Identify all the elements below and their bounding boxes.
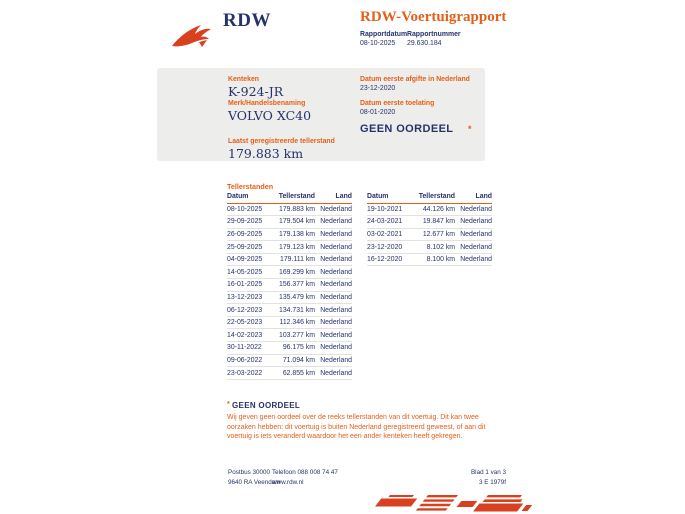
table-row [367,228,492,241]
footnote-heading-text: GEEN OORDEEL [232,401,301,410]
report-date-value: 08-10-2025 [360,40,396,47]
table-cell: 03-02-2021 [367,228,417,241]
table-header-row [227,191,352,203]
table-cell: Nederland [455,203,492,216]
table-cell: Nederland [315,291,352,304]
table-cell: 16-01-2025 [227,279,277,292]
table-header-row [367,191,492,203]
table-cell: 09-06-2022 [227,354,277,367]
table-cell: 29-09-2025 [227,216,277,229]
table-row [227,316,352,329]
table-cell: 62.855 km [277,367,315,380]
table-cell: 134.731 km [277,304,315,317]
table-row [227,304,352,317]
table-row [227,342,352,355]
rdw-logo-text: RDW [223,10,271,31]
footer-page-number: Blad 1 van 3 [470,469,506,476]
table-cell: 135.479 km [277,291,315,304]
table-cell: Nederland [315,342,352,355]
table-cell: 179.504 km [277,216,315,229]
tellerstand-value: 179.883 km [228,146,304,161]
table-cell: 23-03-2022 [227,367,277,380]
table-row [367,203,492,216]
table-cell: Nederland [315,241,352,254]
col-header-datum: Datum [227,191,277,203]
rdw-wing-logo-icon [171,21,217,54]
table-cell: 179.138 km [277,228,315,241]
table-cell: 44.126 km [417,203,455,216]
table-cell: 16-12-2020 [367,253,417,266]
table-row [227,367,352,380]
table-cell: 26-09-2025 [227,228,277,241]
table-row [367,216,492,229]
table-row [367,253,492,266]
toelating-value: 08-01-2020 [360,109,396,116]
table-cell: 24-03-2021 [367,216,417,229]
table-row [227,266,352,279]
footer-form-code: 3 E 1979f [479,479,506,486]
report-number-label: Rapportnummer [407,31,461,38]
odometer-table-left [227,191,352,380]
col-header-land: Land [315,191,352,203]
tellerstanden-title: Tellerstanden [227,182,274,191]
table-cell: 25-09-2025 [227,241,277,254]
col-header-tellerstand: Tellerstand [277,191,315,203]
table-cell: 12.677 km [417,228,455,241]
afgifte-label: Datum eerste afgifte in Nederland [360,76,470,83]
speed-stripes-graphic-icon [371,495,543,514]
table-cell: Nederland [315,329,352,342]
report-number-value: 29.630.184 [407,40,442,47]
table-row [227,228,352,241]
table-cell: Nederland [455,241,492,254]
kenteken-label: Kenteken [228,76,260,83]
col-header-land: Land [455,191,492,203]
table-cell: Nederland [315,354,352,367]
report-date-label: Rapportdatum [360,31,408,38]
table-cell: 14-05-2025 [227,266,277,279]
table-cell: 19-10-2021 [367,203,417,216]
table-cell: Nederland [455,216,492,229]
footer-contact [272,468,338,488]
table-row [227,253,352,266]
merk-label: Merk/Handelsbenaming [228,100,306,107]
table-cell: 06-12-2023 [227,304,277,317]
footer-pagination [428,468,506,488]
table-cell: 08-10-2025 [227,203,277,216]
table-cell: 8.102 km [417,241,455,254]
table-cell: 19.847 km [417,216,455,229]
afgifte-value: 23-12-2020 [360,85,396,92]
table-cell: 179.883 km [277,203,315,216]
footer-city: 9640 RA Veendam [228,479,281,486]
table-cell: Nederland [315,203,352,216]
table-cell: 14-02-2023 [227,329,277,342]
table-cell: 23-12-2020 [367,241,417,254]
table-cell: 156.377 km [277,279,315,292]
table-cell: Nederland [315,367,352,380]
footnote-body: Wij geven geen oordeel over de reeks tellerstanden van dit voertuig. Dit kan twee oorzaken hebben: dit voertuig is buiten Nederland geregistreerd geweest, of aan dit voertuig is iets veranderd waardoor het een ander kenteken heeft gekregen. [227,414,486,441]
table-cell: 179.111 km [277,253,315,266]
footnote-heading [227,401,300,410]
tellerstand-label: Laatst geregistreerde tellerstand [228,138,335,145]
table-cell: 04-09-2025 [227,253,277,266]
toelating-label: Datum eerste toelating [360,100,435,107]
table-cell: 71.094 km [277,354,315,367]
odometer-table-right [367,191,492,266]
footer-website: www.rdw.nl [272,479,304,486]
table-row [227,291,352,304]
footnote-asterisk: * [227,401,231,408]
table-row [227,279,352,292]
table-row [227,241,352,254]
table-row [227,354,352,367]
col-header-tellerstand: Tellerstand [417,191,455,203]
table-cell: 179.123 km [277,241,315,254]
footer-postbus: Postbus 30000 [228,469,271,476]
table-cell: 30-11-2022 [227,342,277,355]
table-cell: Nederland [315,279,352,292]
table-row [367,241,492,254]
table-cell: Nederland [315,266,352,279]
table-cell: 103.277 km [277,329,315,342]
oordeel-asterisk: * [468,124,472,134]
table-cell: Nederland [315,228,352,241]
table-row [227,203,352,216]
table-row [227,216,352,229]
table-cell: 112.346 km [277,316,315,329]
table-cell: 169.299 km [277,266,315,279]
table-cell: 8.100 km [417,253,455,266]
table-cell: 13-12-2023 [227,291,277,304]
table-cell: Nederland [315,253,352,266]
table-cell: 96.175 km [277,342,315,355]
table-cell: Nederland [455,228,492,241]
table-cell: Nederland [315,216,352,229]
footer-phone: Telefoon 088 008 74 47 [272,469,338,476]
table-cell: Nederland [315,304,352,317]
table-row [227,329,352,342]
kenteken-value: K-924-JR [228,84,284,99]
page-title: RDW-Voertuigrapport [360,9,507,25]
col-header-datum: Datum [367,191,417,203]
table-cell: Nederland [455,253,492,266]
oordeel-status: GEEN OORDEEL [360,123,454,135]
table-cell: 22-05-2023 [227,316,277,329]
merk-value: VOLVO XC40 [228,108,312,123]
table-cell: Nederland [315,316,352,329]
